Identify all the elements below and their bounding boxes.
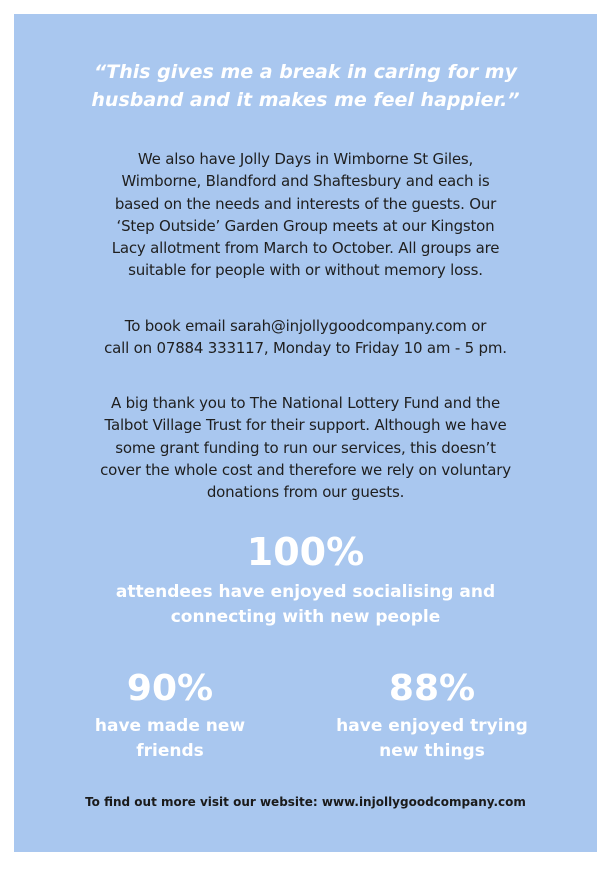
paragraph-line: Lacy allotment from March to October. All groups are xyxy=(111,239,500,258)
paragraph-line: ‘Step Outside’ Garden Group meets at our Kingston xyxy=(116,216,495,235)
paragraph-line: We also have Jolly Days in Wimborne St Giles, xyxy=(137,150,474,168)
paragraph-line: cover the whole cost and therefore we rely on voluntary xyxy=(100,460,511,479)
paragraph-line: Talbot Village Trust for their support. Although we have xyxy=(104,416,507,435)
testimonial-quote xyxy=(14,58,597,114)
stat-left-line-1: have made new xyxy=(94,716,246,736)
paragraph-line: A big thank you to The National Lottery Fund and the xyxy=(110,394,501,412)
paragraph-line: Wimborne, Blandford and Shaftesbury and each is xyxy=(121,172,490,191)
flyer-panel xyxy=(14,14,597,852)
stat-left-description xyxy=(40,714,300,764)
thank-you-paragraph xyxy=(14,392,597,503)
quote-line-2: husband and it makes me feel happier.” xyxy=(91,89,520,111)
booking-paragraph xyxy=(14,315,597,360)
website-footer: To find out more visit our website: www.injollygoodcompany.com xyxy=(85,795,526,809)
stat-main-value: 100% xyxy=(246,530,365,574)
jolly-days-paragraph xyxy=(14,148,597,282)
paragraph-line: suitable for people with or without memory loss. xyxy=(128,261,483,280)
paragraph-line: donations from our guests. xyxy=(206,483,405,502)
stat-right-line-2: new things xyxy=(379,741,485,761)
quote-line-1: “This gives me a break in caring for my xyxy=(94,61,517,83)
paragraph-line: some grant funding to run our services, this doesn’t xyxy=(115,438,496,457)
stat-main-line-2: connecting with new people xyxy=(170,607,441,627)
stat-left-value: 90% xyxy=(126,668,214,709)
stat-left-line-2: friends xyxy=(136,741,204,761)
stat-new-things xyxy=(302,668,562,764)
stat-main-line-1: attendees have enjoyed socialising and xyxy=(115,582,496,602)
stat-new-friends xyxy=(40,668,300,764)
paragraph-line: To book email sarah@injollygoodcompany.com or xyxy=(124,317,487,335)
stat-right-description xyxy=(302,714,562,764)
paragraph-line: call on 07884 333117, Monday to Friday 10 am - 5 pm. xyxy=(104,339,507,358)
stat-main-description xyxy=(14,580,597,630)
stat-right-value: 88% xyxy=(388,668,476,709)
paragraph-line: based on the needs and interests of the guests. Our xyxy=(114,194,497,213)
stat-right-line-1: have enjoyed trying xyxy=(336,716,528,736)
